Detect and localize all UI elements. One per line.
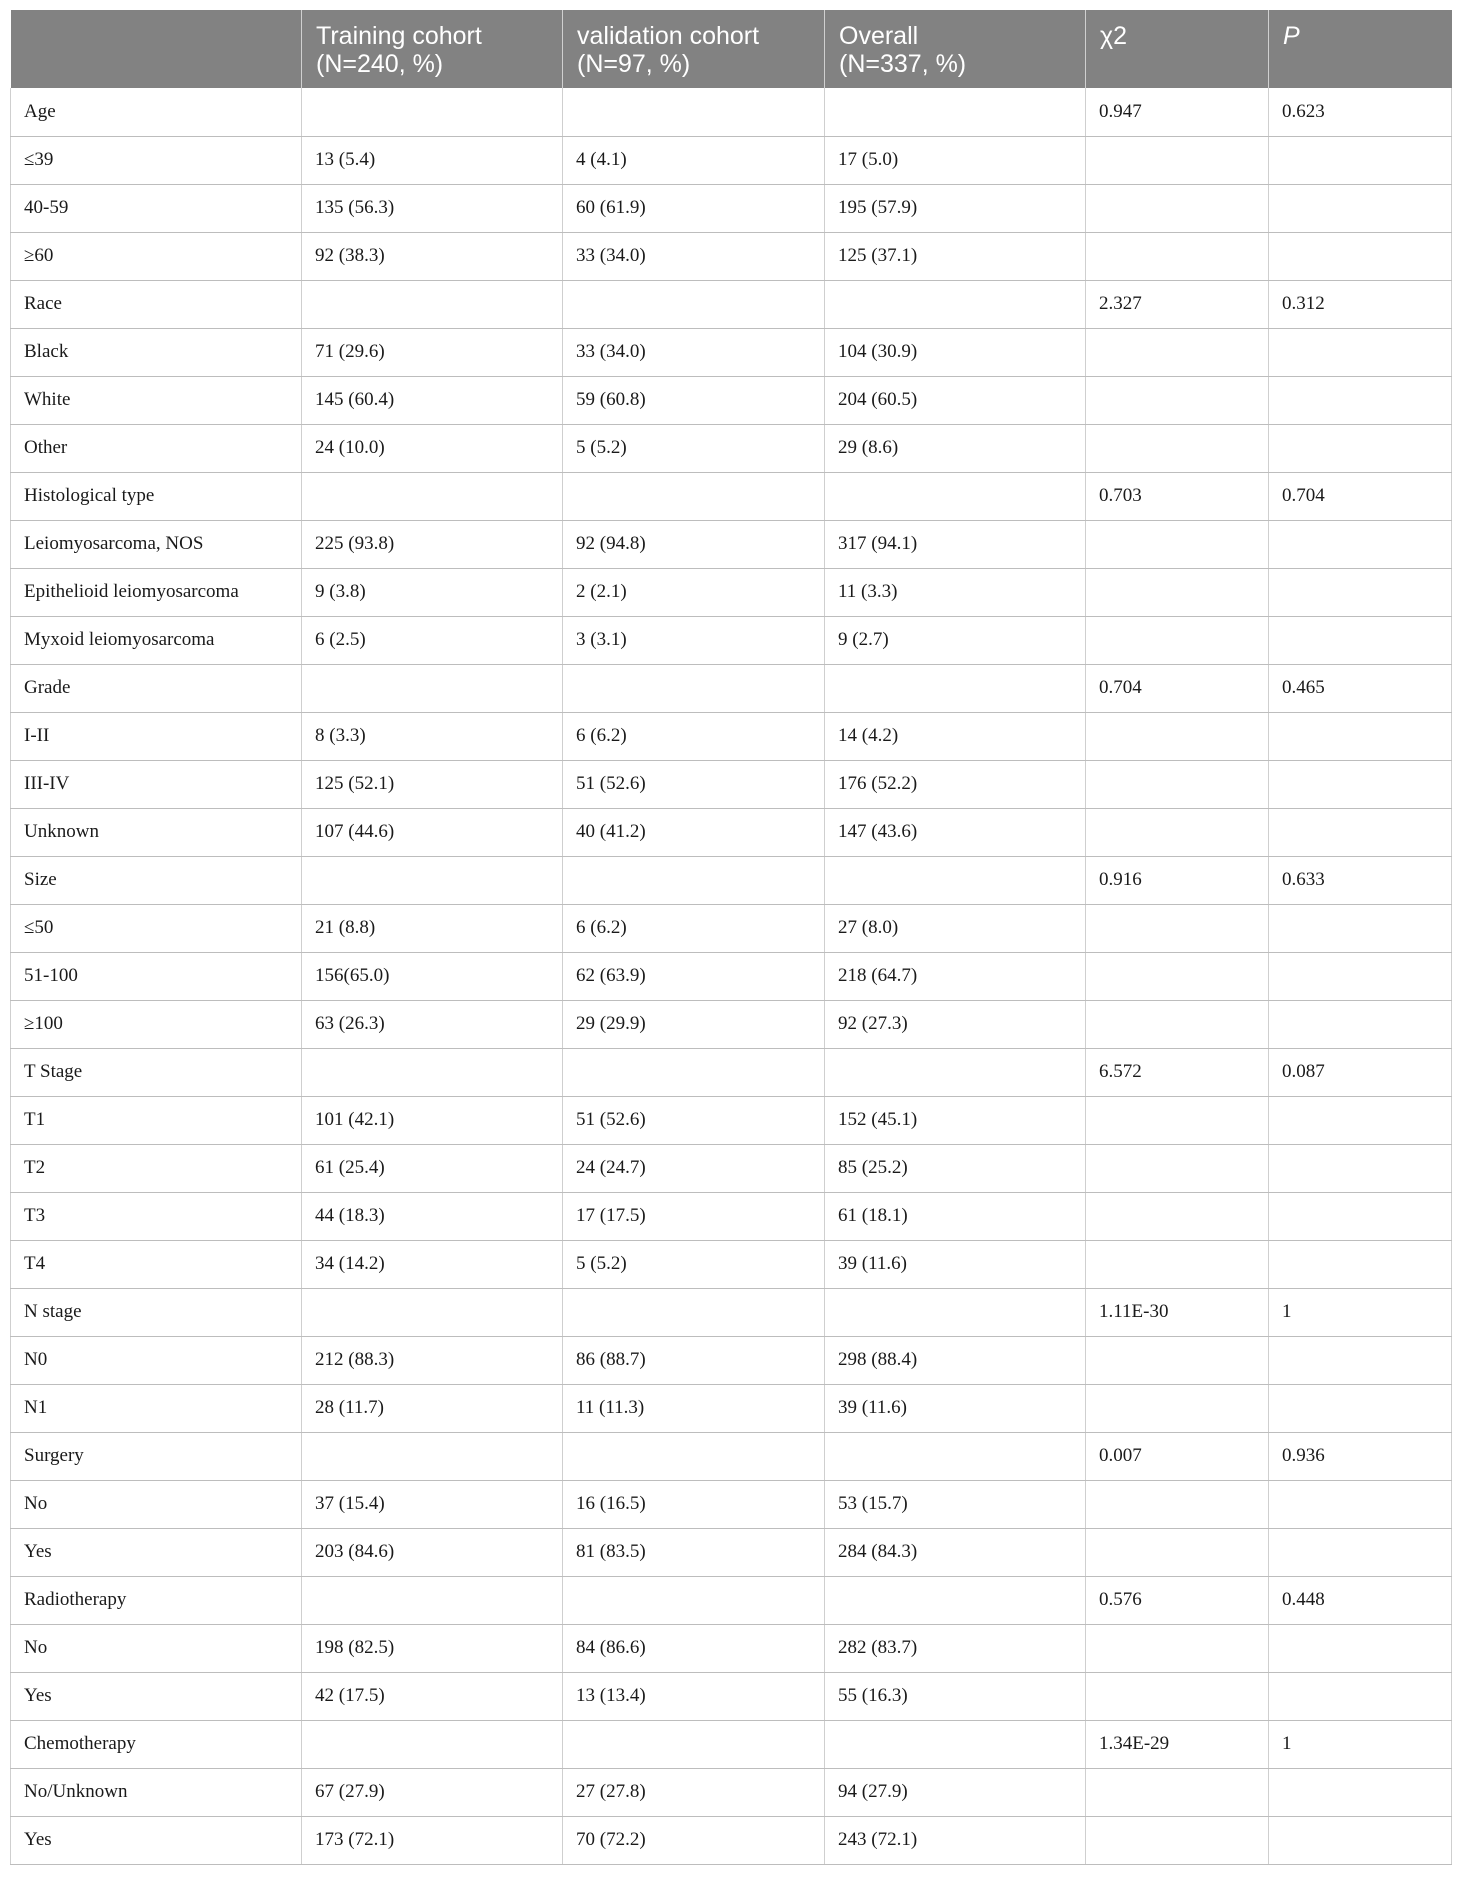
cell-validation: 92 (94.8) <box>563 520 825 568</box>
cell-p-value <box>1269 1384 1452 1432</box>
table-row <box>11 1144 1452 1192</box>
cell-variable: Histological type <box>11 472 302 520</box>
table-row <box>11 1720 1452 1768</box>
cell-chi-square: 1.34E-29 <box>1086 1720 1269 1768</box>
cell-training: 28 (11.7) <box>302 1384 563 1432</box>
table-row <box>11 184 1452 232</box>
cell-validation: 17 (17.5) <box>563 1192 825 1240</box>
table-row <box>11 808 1452 856</box>
cell-variable: Yes <box>11 1672 302 1720</box>
cell-training: 203 (84.6) <box>302 1528 563 1576</box>
cell-validation <box>563 472 825 520</box>
cell-chi-square: 0.007 <box>1086 1432 1269 1480</box>
cell-overall: 55 (16.3) <box>825 1672 1086 1720</box>
table-header <box>11 10 1452 88</box>
cell-training: 24 (10.0) <box>302 424 563 472</box>
header-overall-n: (N=337, %) <box>839 50 967 78</box>
cell-overall: 53 (15.7) <box>825 1480 1086 1528</box>
cell-training: 34 (14.2) <box>302 1240 563 1288</box>
cell-overall: 195 (57.9) <box>825 184 1086 232</box>
cell-overall: 92 (27.3) <box>825 1000 1086 1048</box>
cell-training: 21 (8.8) <box>302 904 563 952</box>
cell-validation <box>563 1048 825 1096</box>
table-row <box>11 952 1452 1000</box>
cell-chi-square <box>1086 184 1269 232</box>
cell-chi-square <box>1086 1384 1269 1432</box>
cell-p-value <box>1269 1672 1452 1720</box>
cell-p-value <box>1269 232 1452 280</box>
cell-validation <box>563 856 825 904</box>
cell-chi-square <box>1086 1192 1269 1240</box>
cell-variable: Myxoid leiomyosarcoma <box>11 616 302 664</box>
cell-p-value <box>1269 952 1452 1000</box>
cell-validation: 33 (34.0) <box>563 328 825 376</box>
table-row <box>11 1240 1452 1288</box>
header-overall-title: Overall <box>839 22 919 50</box>
cell-chi-square: 2.327 <box>1086 280 1269 328</box>
cell-validation: 3 (3.1) <box>563 616 825 664</box>
cell-training: 198 (82.5) <box>302 1624 563 1672</box>
cell-p-value <box>1269 1096 1452 1144</box>
cell-variable: T Stage <box>11 1048 302 1096</box>
cell-p-value <box>1269 184 1452 232</box>
cell-variable: T4 <box>11 1240 302 1288</box>
cell-training: 61 (25.4) <box>302 1144 563 1192</box>
cell-p-value: 0.623 <box>1269 88 1452 136</box>
cell-validation <box>563 664 825 712</box>
cell-chi-square <box>1086 808 1269 856</box>
table-row <box>11 1576 1452 1624</box>
table-row <box>11 1672 1452 1720</box>
cell-overall: 298 (88.4) <box>825 1336 1086 1384</box>
cell-training: 42 (17.5) <box>302 1672 563 1720</box>
table-row <box>11 88 1452 136</box>
table-row <box>11 472 1452 520</box>
table-container <box>10 10 1451 1865</box>
cell-variable: N1 <box>11 1384 302 1432</box>
cell-overall: 284 (84.3) <box>825 1528 1086 1576</box>
cell-overall: 39 (11.6) <box>825 1240 1086 1288</box>
header-row <box>11 10 1452 88</box>
cell-training <box>302 472 563 520</box>
cell-chi-square <box>1086 952 1269 1000</box>
cell-validation <box>563 1432 825 1480</box>
cell-validation: 84 (86.6) <box>563 1624 825 1672</box>
cell-p-value <box>1269 376 1452 424</box>
cell-variable: Surgery <box>11 1432 302 1480</box>
cell-validation: 60 (61.9) <box>563 184 825 232</box>
cell-training: 13 (5.4) <box>302 136 563 184</box>
cell-overall <box>825 1048 1086 1096</box>
cell-training <box>302 1432 563 1480</box>
cell-overall <box>825 1720 1086 1768</box>
cell-chi-square <box>1086 904 1269 952</box>
cell-variable: Race <box>11 280 302 328</box>
cell-chi-square: 0.703 <box>1086 472 1269 520</box>
cell-p-value: 0.704 <box>1269 472 1452 520</box>
cell-p-value <box>1269 1000 1452 1048</box>
cell-p-value <box>1269 760 1452 808</box>
cell-training: 135 (56.3) <box>302 184 563 232</box>
cell-training: 37 (15.4) <box>302 1480 563 1528</box>
cell-p-value <box>1269 136 1452 184</box>
header-validation-cohort <box>563 10 825 88</box>
cell-overall <box>825 88 1086 136</box>
cell-validation <box>563 280 825 328</box>
cell-p-value: 0.465 <box>1269 664 1452 712</box>
cell-validation: 27 (27.8) <box>563 1768 825 1816</box>
cell-training <box>302 280 563 328</box>
cell-overall: 317 (94.1) <box>825 520 1086 568</box>
cell-overall: 61 (18.1) <box>825 1192 1086 1240</box>
cell-overall: 14 (4.2) <box>825 712 1086 760</box>
cell-p-value <box>1269 424 1452 472</box>
cell-chi-square <box>1086 1768 1269 1816</box>
cell-validation: 51 (52.6) <box>563 1096 825 1144</box>
cell-validation <box>563 88 825 136</box>
cell-p-value <box>1269 1480 1452 1528</box>
cell-p-value <box>1269 1768 1452 1816</box>
cell-training: 107 (44.6) <box>302 808 563 856</box>
cell-training: 145 (60.4) <box>302 376 563 424</box>
table-row <box>11 856 1452 904</box>
cell-overall: 9 (2.7) <box>825 616 1086 664</box>
cell-training: 225 (93.8) <box>302 520 563 568</box>
cell-validation: 24 (24.7) <box>563 1144 825 1192</box>
cell-overall: 94 (27.9) <box>825 1768 1086 1816</box>
cell-validation: 33 (34.0) <box>563 232 825 280</box>
cell-overall: 204 (60.5) <box>825 376 1086 424</box>
table-row <box>11 1288 1452 1336</box>
table-row <box>11 904 1452 952</box>
cohort-characteristics-table <box>10 10 1452 1865</box>
table-row <box>11 664 1452 712</box>
cell-chi-square: 0.576 <box>1086 1576 1269 1624</box>
cell-chi-square: 0.916 <box>1086 856 1269 904</box>
cell-training <box>302 856 563 904</box>
table-row <box>11 1528 1452 1576</box>
header-p-value: P <box>1269 10 1452 88</box>
cell-training <box>302 1576 563 1624</box>
cell-training: 125 (52.1) <box>302 760 563 808</box>
cell-training: 92 (38.3) <box>302 232 563 280</box>
table-row <box>11 1432 1452 1480</box>
cell-variable: Black <box>11 328 302 376</box>
cell-training <box>302 664 563 712</box>
table-row <box>11 568 1452 616</box>
table-row <box>11 616 1452 664</box>
cell-training: 63 (26.3) <box>302 1000 563 1048</box>
cell-variable: ≤39 <box>11 136 302 184</box>
cell-chi-square <box>1086 1672 1269 1720</box>
header-variable <box>11 10 302 88</box>
cell-chi-square <box>1086 568 1269 616</box>
cell-chi-square <box>1086 232 1269 280</box>
cell-chi-square <box>1086 1144 1269 1192</box>
cell-chi-square <box>1086 1624 1269 1672</box>
cell-p-value <box>1269 1192 1452 1240</box>
cell-chi-square <box>1086 1000 1269 1048</box>
cell-chi-square: 0.947 <box>1086 88 1269 136</box>
cell-training: 6 (2.5) <box>302 616 563 664</box>
cell-training: 67 (27.9) <box>302 1768 563 1816</box>
cell-p-value <box>1269 520 1452 568</box>
cell-overall: 152 (45.1) <box>825 1096 1086 1144</box>
table-row <box>11 136 1452 184</box>
table-row <box>11 1768 1452 1816</box>
cell-validation: 5 (5.2) <box>563 1240 825 1288</box>
cell-overall: 39 (11.6) <box>825 1384 1086 1432</box>
cell-overall: 125 (37.1) <box>825 232 1086 280</box>
cell-variable: ≥60 <box>11 232 302 280</box>
cell-training: 44 (18.3) <box>302 1192 563 1240</box>
cell-p-value <box>1269 1528 1452 1576</box>
cell-overall: 85 (25.2) <box>825 1144 1086 1192</box>
cell-training: 101 (42.1) <box>302 1096 563 1144</box>
table-row <box>11 1096 1452 1144</box>
cell-chi-square: 0.704 <box>1086 664 1269 712</box>
cell-training: 156(65.0) <box>302 952 563 1000</box>
cell-variable: Radiotherapy <box>11 1576 302 1624</box>
header-training-n: (N=240, %) <box>316 50 444 78</box>
cell-chi-square <box>1086 1336 1269 1384</box>
cell-p-value: 1 <box>1269 1288 1452 1336</box>
cell-variable: Age <box>11 88 302 136</box>
cell-chi-square <box>1086 1528 1269 1576</box>
cell-variable: 51-100 <box>11 952 302 1000</box>
cell-variable: Other <box>11 424 302 472</box>
cell-p-value <box>1269 1624 1452 1672</box>
table-row <box>11 280 1452 328</box>
table-row <box>11 1480 1452 1528</box>
table-row <box>11 520 1452 568</box>
cell-p-value <box>1269 904 1452 952</box>
cell-chi-square: 6.572 <box>1086 1048 1269 1096</box>
cell-variable: White <box>11 376 302 424</box>
cell-training: 8 (3.3) <box>302 712 563 760</box>
cell-variable: No <box>11 1624 302 1672</box>
cell-p-value: 0.936 <box>1269 1432 1452 1480</box>
cell-chi-square <box>1086 136 1269 184</box>
table-row <box>11 712 1452 760</box>
cell-validation: 81 (83.5) <box>563 1528 825 1576</box>
cell-chi-square <box>1086 376 1269 424</box>
cell-p-value <box>1269 568 1452 616</box>
cell-training <box>302 1288 563 1336</box>
cell-variable: N0 <box>11 1336 302 1384</box>
cell-variable: 40-59 <box>11 184 302 232</box>
table-row <box>11 1336 1452 1384</box>
cell-overall: 11 (3.3) <box>825 568 1086 616</box>
cell-validation: 29 (29.9) <box>563 1000 825 1048</box>
cell-validation: 5 (5.2) <box>563 424 825 472</box>
cell-p-value <box>1269 328 1452 376</box>
cell-variable: T1 <box>11 1096 302 1144</box>
cell-variable: I-II <box>11 712 302 760</box>
cell-variable: T3 <box>11 1192 302 1240</box>
cell-chi-square <box>1086 616 1269 664</box>
cell-p-value: 0.633 <box>1269 856 1452 904</box>
cell-overall: 176 (52.2) <box>825 760 1086 808</box>
cell-chi-square <box>1086 424 1269 472</box>
cell-variable: Leiomyosarcoma, NOS <box>11 520 302 568</box>
cell-overall <box>825 856 1086 904</box>
cell-p-value <box>1269 616 1452 664</box>
cell-validation: 6 (6.2) <box>563 904 825 952</box>
cell-validation: 6 (6.2) <box>563 712 825 760</box>
cell-overall: 282 (83.7) <box>825 1624 1086 1672</box>
cell-chi-square <box>1086 328 1269 376</box>
header-chi-square: χ2 <box>1086 10 1269 88</box>
table-row <box>11 232 1452 280</box>
cell-p-value: 0.087 <box>1269 1048 1452 1096</box>
cell-overall: 218 (64.7) <box>825 952 1086 1000</box>
cell-variable: Yes <box>11 1816 302 1864</box>
cell-training: 9 (3.8) <box>302 568 563 616</box>
cell-variable: No <box>11 1480 302 1528</box>
table-row <box>11 1048 1452 1096</box>
cell-chi-square: 1.11E-30 <box>1086 1288 1269 1336</box>
table-row <box>11 760 1452 808</box>
cell-training: 212 (88.3) <box>302 1336 563 1384</box>
cell-chi-square <box>1086 760 1269 808</box>
cell-overall: 29 (8.6) <box>825 424 1086 472</box>
cell-validation: 4 (4.1) <box>563 136 825 184</box>
cell-p-value: 1 <box>1269 1720 1452 1768</box>
cell-overall <box>825 1288 1086 1336</box>
cell-p-value <box>1269 1336 1452 1384</box>
table-row <box>11 328 1452 376</box>
table-row <box>11 1624 1452 1672</box>
cell-overall <box>825 1576 1086 1624</box>
cell-training: 173 (72.1) <box>302 1816 563 1864</box>
cell-variable: III-IV <box>11 760 302 808</box>
cell-variable: T2 <box>11 1144 302 1192</box>
cell-validation: 51 (52.6) <box>563 760 825 808</box>
cell-validation: 2 (2.1) <box>563 568 825 616</box>
header-validation-title: validation cohort <box>577 22 760 50</box>
header-validation-n: (N=97, %) <box>577 50 691 78</box>
cell-variable: Unknown <box>11 808 302 856</box>
cell-variable: No/Unknown <box>11 1768 302 1816</box>
cell-validation <box>563 1720 825 1768</box>
table-row <box>11 1192 1452 1240</box>
cell-p-value: 0.312 <box>1269 280 1452 328</box>
cell-overall: 17 (5.0) <box>825 136 1086 184</box>
table-row <box>11 1000 1452 1048</box>
cell-variable: ≥100 <box>11 1000 302 1048</box>
cell-training: 71 (29.6) <box>302 328 563 376</box>
cell-chi-square <box>1086 1096 1269 1144</box>
cell-variable: ≤50 <box>11 904 302 952</box>
cell-validation: 11 (11.3) <box>563 1384 825 1432</box>
table-body <box>11 88 1452 1864</box>
cell-p-value <box>1269 1816 1452 1864</box>
cell-validation: 70 (72.2) <box>563 1816 825 1864</box>
cell-training <box>302 1720 563 1768</box>
cell-validation <box>563 1576 825 1624</box>
cell-validation: 13 (13.4) <box>563 1672 825 1720</box>
cell-p-value <box>1269 808 1452 856</box>
cell-training <box>302 88 563 136</box>
table-row <box>11 1384 1452 1432</box>
cell-p-value <box>1269 1144 1452 1192</box>
header-training-title: Training cohort <box>316 22 482 50</box>
cell-validation: 59 (60.8) <box>563 376 825 424</box>
cell-validation: 62 (63.9) <box>563 952 825 1000</box>
cell-overall: 104 (30.9) <box>825 328 1086 376</box>
cell-validation: 86 (88.7) <box>563 1336 825 1384</box>
cell-p-value <box>1269 1240 1452 1288</box>
cell-variable: Epithelioid leiomyosarcoma <box>11 568 302 616</box>
cell-chi-square <box>1086 1816 1269 1864</box>
cell-variable: Size <box>11 856 302 904</box>
cell-overall <box>825 1432 1086 1480</box>
cell-p-value <box>1269 712 1452 760</box>
cell-variable: Grade <box>11 664 302 712</box>
cell-overall <box>825 280 1086 328</box>
cell-p-value: 0.448 <box>1269 1576 1452 1624</box>
header-training-cohort <box>302 10 563 88</box>
cell-overall: 243 (72.1) <box>825 1816 1086 1864</box>
header-overall <box>825 10 1086 88</box>
cell-training <box>302 1048 563 1096</box>
table-row <box>11 424 1452 472</box>
cell-overall: 147 (43.6) <box>825 808 1086 856</box>
cell-overall <box>825 664 1086 712</box>
cell-overall <box>825 472 1086 520</box>
table-row <box>11 376 1452 424</box>
cell-variable: Yes <box>11 1528 302 1576</box>
cell-chi-square <box>1086 520 1269 568</box>
cell-overall: 27 (8.0) <box>825 904 1086 952</box>
cell-variable: N stage <box>11 1288 302 1336</box>
cell-chi-square <box>1086 712 1269 760</box>
cell-chi-square <box>1086 1480 1269 1528</box>
cell-validation <box>563 1288 825 1336</box>
cell-variable: Chemotherapy <box>11 1720 302 1768</box>
cell-validation: 40 (41.2) <box>563 808 825 856</box>
cell-validation: 16 (16.5) <box>563 1480 825 1528</box>
table-row <box>11 1816 1452 1864</box>
cell-chi-square <box>1086 1240 1269 1288</box>
